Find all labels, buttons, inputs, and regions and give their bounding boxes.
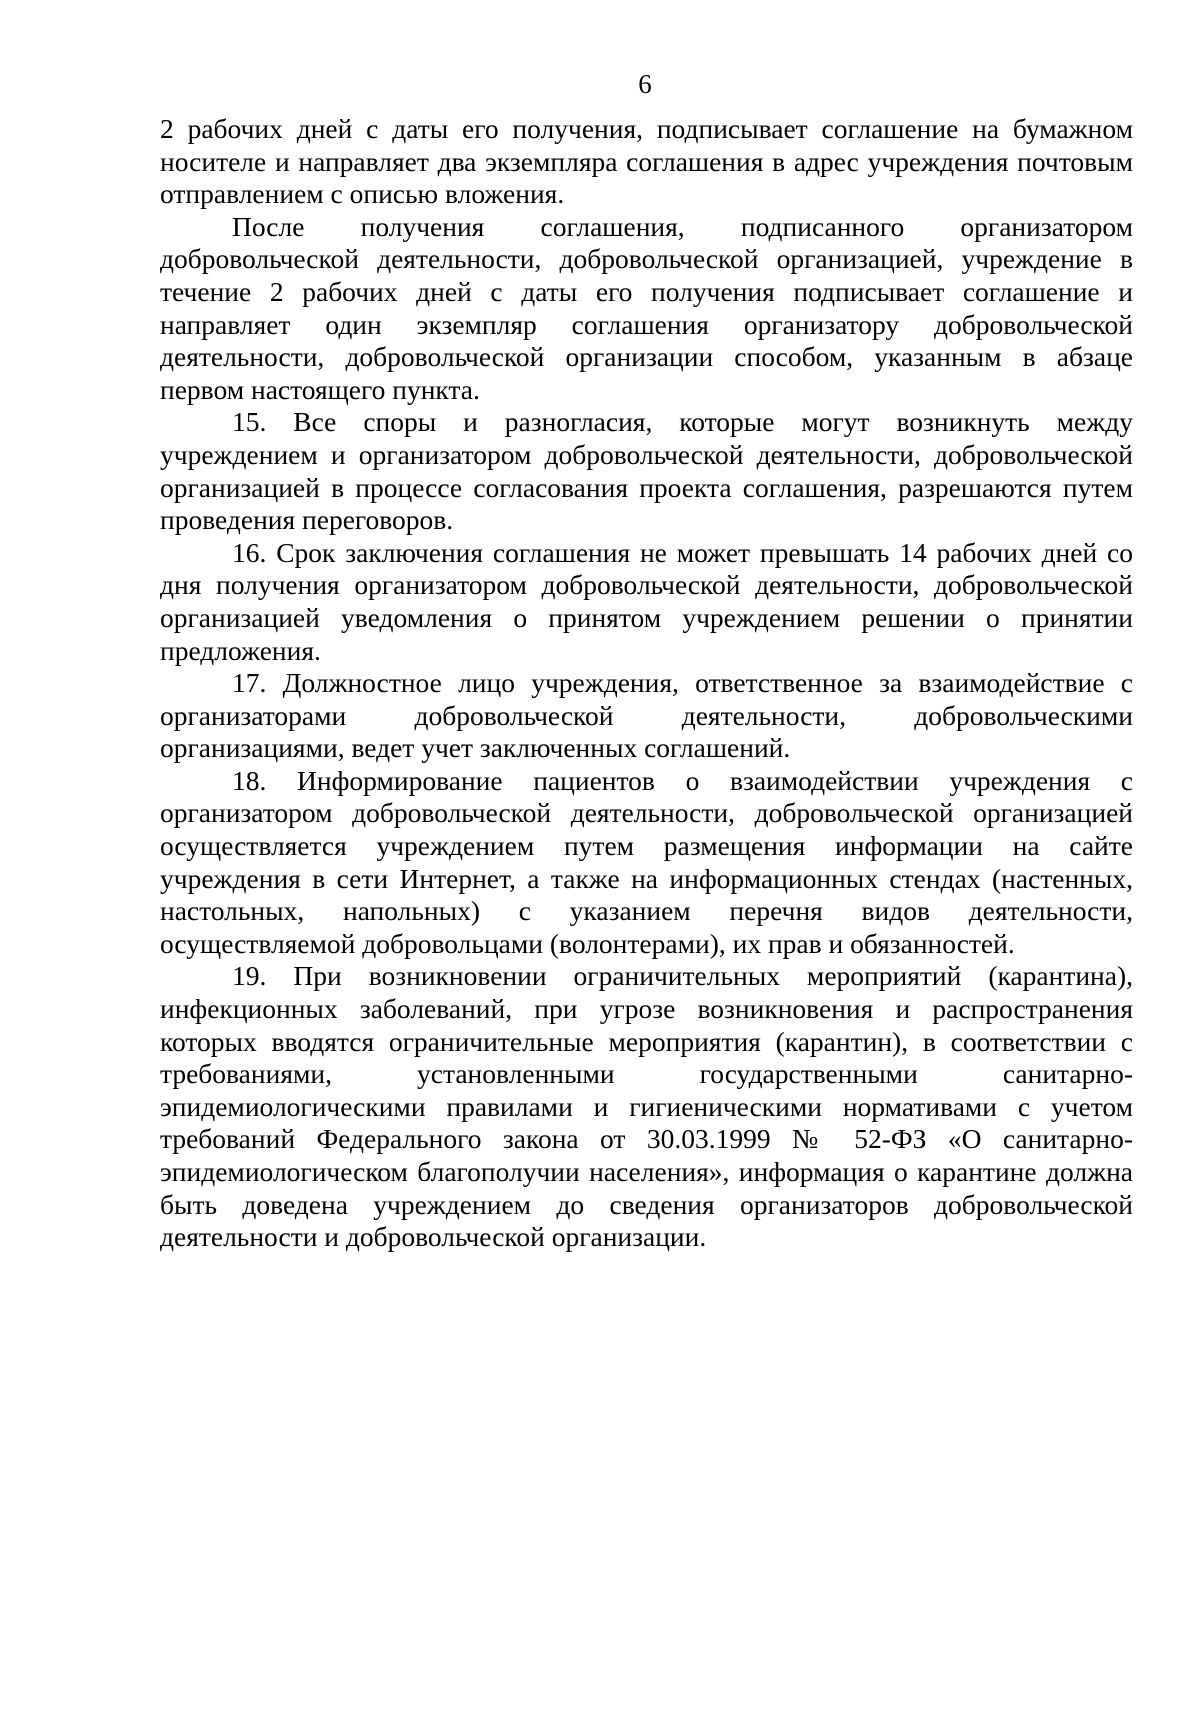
paragraph-17: 17. Должностное лицо учреждения, ответственное за взаимодействие с организаторами добровольческой деятельности, добровольческими организациями, ведет учет заключенных соглашений. xyxy=(160,667,1133,764)
document-body xyxy=(160,113,1133,1254)
paragraph-19: 19. При возникновении ограничительных мероприятий (карантина), инфекционных заболеваний, при угрозе возникновения и распространения которых вводятся ограничительные мероприятия (карантин), в соответствии с требованиями, установленными государственными санитарно-эпидемиологическими правилами и гигиеническими нормативами с учетом требований Федерального закона от 30.03.1999 № 52-ФЗ «О санитарно-эпидемиологическом благополучии населения», информация о карантине должна быть доведена учреждением до сведения организаторов добровольческой деятельности и добровольческой организации. xyxy=(160,960,1133,1253)
paragraph-15: 15. Все споры и разногласия, которые могут возникнуть между учреждением и организатором добровольческой деятельности, добровольческой организацией в процессе согласования проекта соглашения, разрешаются путем проведения переговоров. xyxy=(160,406,1133,536)
page-number: 6 xyxy=(638,69,652,99)
paragraph-18: 18. Информирование пациентов о взаимодействии учреждения с организатором добровольческой деятельности, добровольческой организацией осуществляется учреждением путем размещения информации на сайте учреждения в сети Интернет, а также на информационных стендах (настенных, настольных, напольных) с указанием перечня видов деятельности, осуществляемой добровольцами (волонтерами), их прав и обязанностей. xyxy=(160,764,1133,959)
paragraph-after-receipt: После получения соглашения, подписанного организатором добровольческой деятельности, добровольческой организацией, учреждение в течение 2 рабочих дней с даты его получения подписывает соглашение и направляет один экземпляр соглашения организатору добровольческой деятельности, добровольческой организации способом, указанным в абзаце первом настоящего пункта. xyxy=(160,210,1133,405)
paragraph-16: 16. Срок заключения соглашения не может превышать 14 рабочих дней со дня получения организатором добровольческой деятельности, добровольческой организацией уведомления о принятом учреждением решении о принятии предложения. xyxy=(160,536,1133,666)
paragraph-continuation: 2 рабочих дней с даты его получения, подписывает соглашение на бумажном носителе и направляет два экземпляра соглашения в адрес учреждения почтовым отправлением с описью вложения. xyxy=(160,113,1133,210)
